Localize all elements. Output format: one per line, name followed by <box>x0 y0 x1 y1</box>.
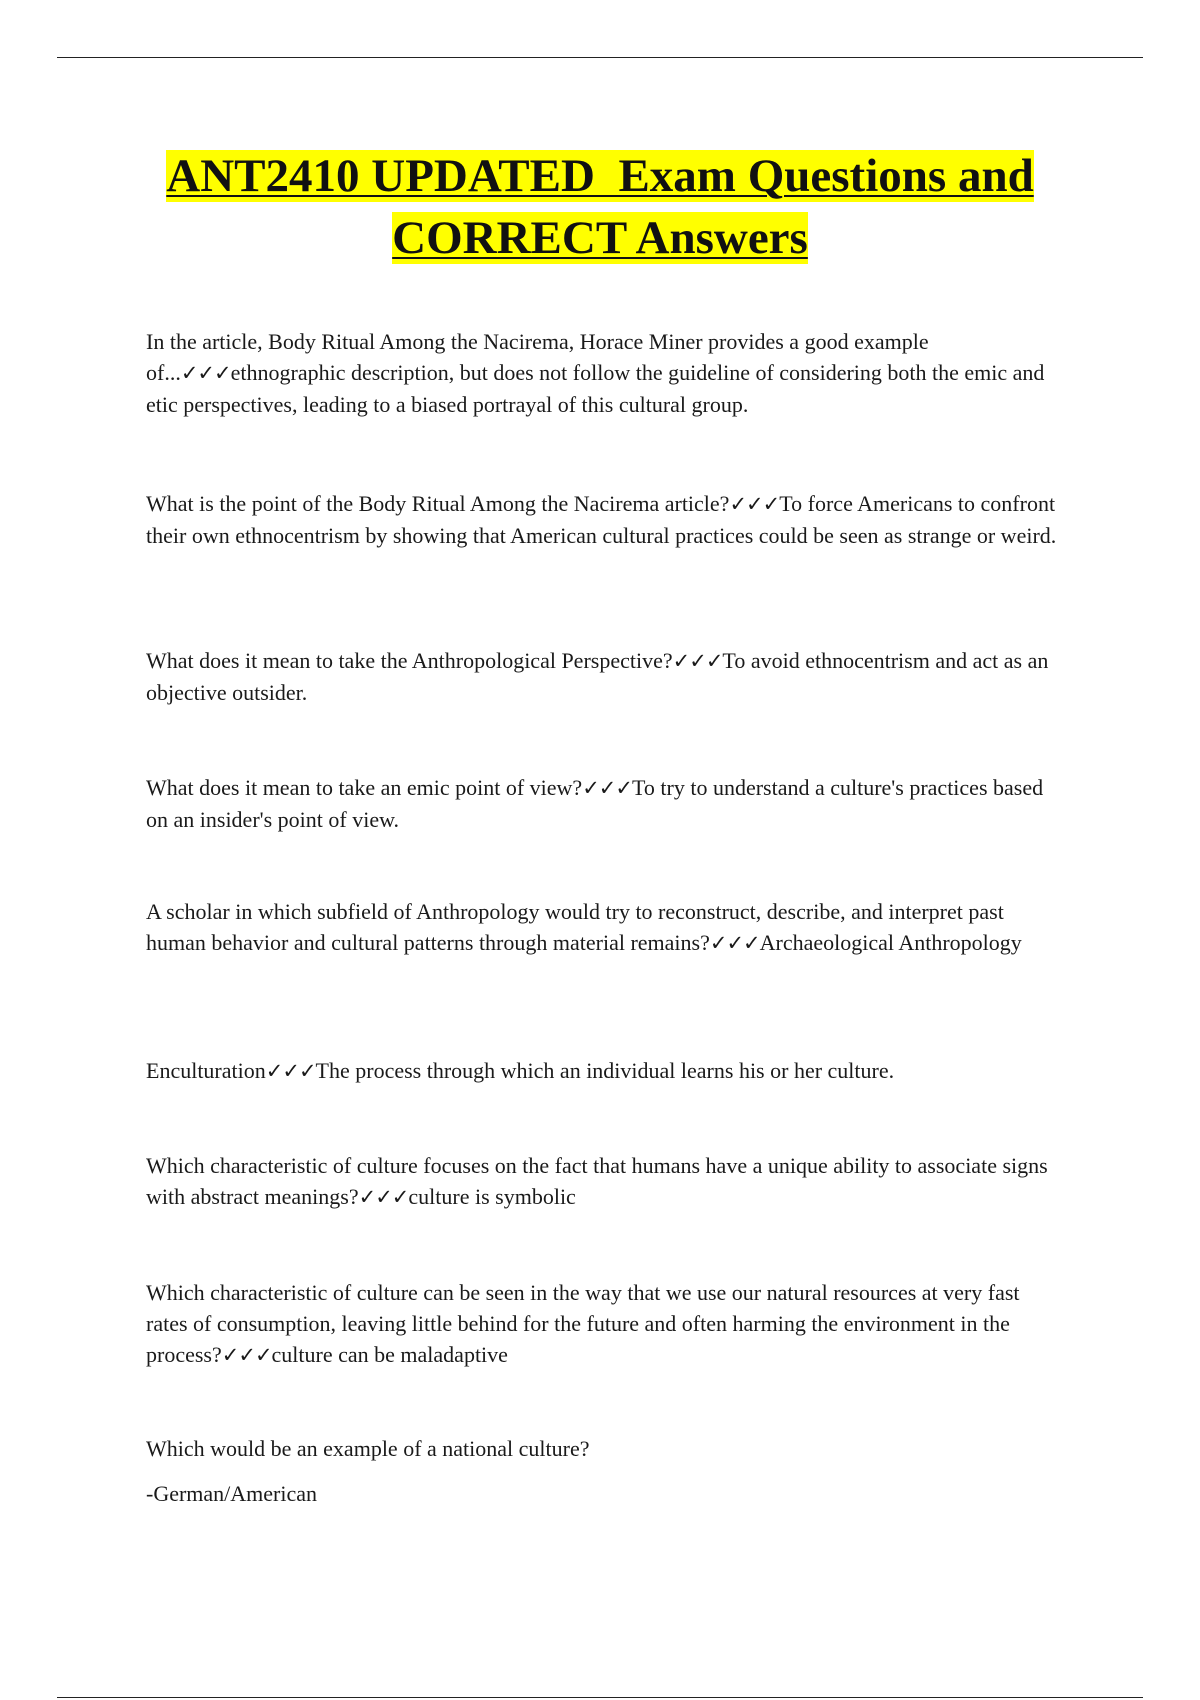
check-marks-icon: ✓✓✓ <box>221 1343 272 1367</box>
answer-text: ethnographic description, but does not follow the guideline of considering both the emic and etic perspectives, leading to a biased portrayal of this cultural group. <box>146 360 1045 417</box>
check-marks-icon: ✓✓✓ <box>672 649 723 673</box>
title-line-2: CORRECT Answers <box>392 212 808 264</box>
answer-text: Archaeological Anthropology <box>759 930 1022 955</box>
check-marks-icon: ✓✓✓ <box>582 776 632 800</box>
check-marks-icon: ✓✓✓ <box>709 931 760 955</box>
qa-entry <box>146 326 1066 420</box>
qa-entry <box>146 645 1066 708</box>
check-marks-icon: ✓✓✓ <box>729 492 780 516</box>
title-line-1: ANT2410 UPDATED Exam Questions and <box>166 150 1034 202</box>
answer-text: To avoid ethnocentrism and act as an objective outsider. <box>146 648 1049 705</box>
top-rule <box>57 57 1143 58</box>
last-answer: -German/American <box>146 1481 318 1506</box>
check-marks-icon: ✓✓✓ <box>265 1059 316 1083</box>
question-text: Which characteristic of culture focuses on the fact that humans have a unique ability to associate signs with abstract meanings? <box>146 1153 1048 1209</box>
answer-text: culture is symbolic <box>408 1184 576 1209</box>
qa-entry <box>146 1150 1066 1213</box>
question-text: What does it mean to take an emic point of view? <box>146 775 583 800</box>
question-text: What does it mean to take the Anthropological Perspective? <box>146 648 673 673</box>
document-title <box>100 145 1100 269</box>
qa-entry <box>146 1055 1066 1087</box>
qa-entry <box>146 896 1066 959</box>
qa-entry <box>146 772 1066 835</box>
check-marks-icon: ✓✓✓ <box>358 1185 409 1209</box>
check-marks-icon: ✓✓✓ <box>180 361 231 385</box>
qa-entry <box>146 1277 1066 1371</box>
answer-text: The process through which an individual learns his or her culture. <box>315 1058 895 1083</box>
qa-entry <box>146 488 1066 551</box>
question-text: Enculturation <box>146 1058 266 1083</box>
question-text: A scholar in which subfield of Anthropology would try to reconstruct, describe, and interpret past human behavior and cultural patterns through material remains? <box>146 899 1004 955</box>
question-text: In the article, Body Ritual Among the Nacirema, Horace Miner provides a good example of... <box>146 329 929 385</box>
question-text: Which characteristic of culture can be seen in the way that we use our natural resources at very fast rates of consumption, leaving little behind for the future and often harming the environment in the process? <box>146 1280 1020 1367</box>
answer-text: To force Americans to confront their own ethnocentrism by showing that American cultural practices could be seen as strange or weird. <box>146 491 1057 548</box>
answer-text: To try to understand a culture's practices based on an insider's point of view. <box>146 775 1044 832</box>
answer-text: culture can be maladaptive <box>271 1342 508 1367</box>
bottom-rule <box>57 1697 1143 1698</box>
last-question: Which would be an example of a national culture? <box>146 1436 590 1461</box>
question-text: What is the point of the Body Ritual Among the Nacirema article? <box>146 491 730 516</box>
